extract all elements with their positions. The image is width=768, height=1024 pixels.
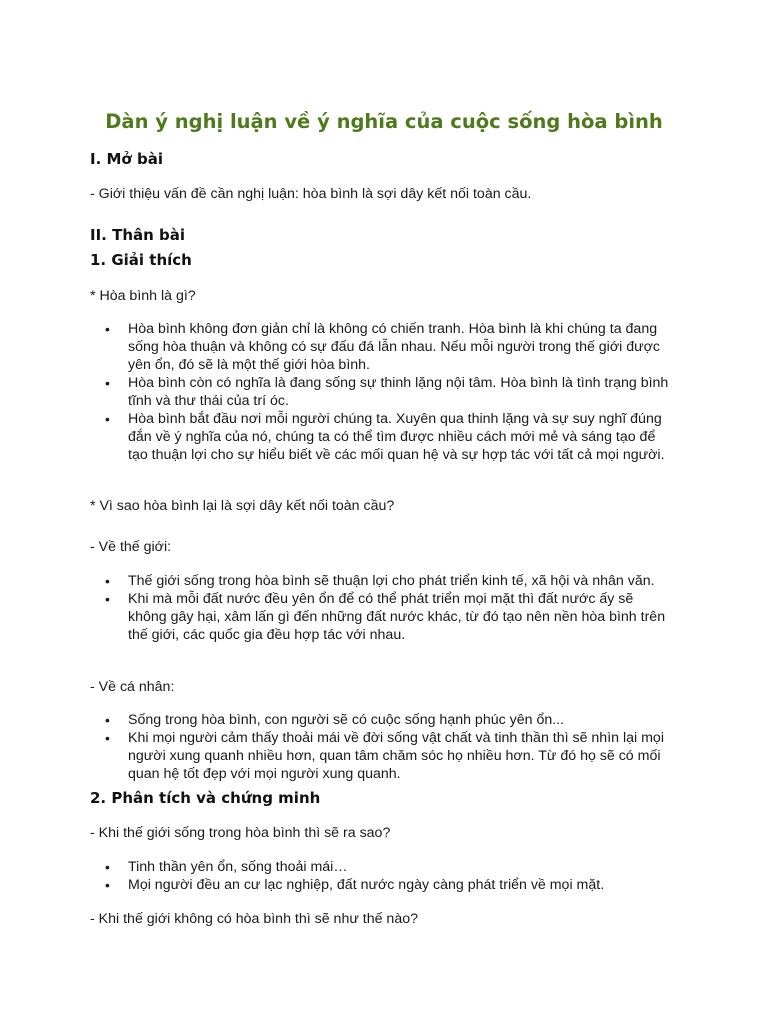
list-ve-ca-nhan <box>90 711 690 783</box>
list-item: • Khi mọi người cảm thấy thoải mái về đời sống vật chất và tinh thần thì sẽ nhìn lại mọi người xung quanh nhiều hơn, quan tâm chăm sóc họ nhiều hơn. Từ đó họ sẽ có mối quan hệ tốt đẹp với mọi người xung quanh. <box>90 729 674 783</box>
question-hoa-binh-la-gi: * Hòa bình là gì? <box>90 288 196 304</box>
list-khi-hoa-binh <box>90 858 690 894</box>
heading-mo-bai: I. Mở bài <box>90 150 163 168</box>
list-item: • Hòa bình còn có nghĩa là đang sống sự thinh lặng nội tâm. Hòa bình là tình trạng bình tĩnh và thư thái của trí óc. <box>90 374 674 410</box>
list-item: • Hòa bình bắt đầu nơi mỗi người chúng ta. Xuyên qua thinh lặng và sự suy nghĩ đúng đắn về ý nghĩa của nó, chúng ta có thể tìm được nhiều cách mới mẻ và sáng tạo để tạo thuận lợi cho sự hiểu biết về các mối quan hệ và sự hợp tác với tất cả mọi người. <box>90 410 674 464</box>
list-ve-the-gioi <box>90 572 690 644</box>
list-hoa-binh-la-gi <box>90 320 690 464</box>
list-item: • Sống trong hòa bình, con người sẽ có cuộc sống hạnh phúc yên ổn... <box>90 711 674 729</box>
question-vi-sao: * Vì sao hòa bình lại là sợi dây kết nối toàn cầu? <box>90 498 395 514</box>
question-khi-hoa-binh: - Khi thế giới sống trong hòa bình thì sẽ ra sao? <box>90 825 391 841</box>
document-title: Dàn ý nghị luận về ý nghĩa của cuộc sống hòa bình <box>105 110 663 133</box>
list-item: • Tinh thần yên ổn, sống thoải mái… <box>90 858 674 876</box>
heading-than-bai: II. Thân bài <box>90 226 186 244</box>
label-ve-ca-nhan: - Về cá nhân: <box>90 679 175 695</box>
list-item: • Khi mà mỗi đất nước đều yên ổn để có thể phát triển mọi mặt thì đất nước ấy sẽ không gây hại, xâm lấn gì đến những đất nước khác, từ đó tạo nên nền hòa bình trên thế giới, các quốc gia đều hợp tác với nhau. <box>90 590 674 644</box>
heading-giai-thich: 1. Giải thích <box>90 251 192 269</box>
list-item: • Hòa bình không đơn giản chỉ là không có chiến tranh. Hòa bình là khi chúng ta đang sống hòa thuận và không có sự đấu đá lẫn nhau. Nếu mỗi người trong thế giới được yên ổn, đó sẽ là một thế giới hòa bình. <box>90 320 674 374</box>
list-item: • Mọi người đều an cư lạc nghiệp, đất nước ngày càng phát triển về mọi mặt. <box>90 876 674 894</box>
label-ve-the-gioi: - Về thế giới: <box>90 539 172 555</box>
mo-bai-text: - Giới thiệu vấn đề cần nghị luận: hòa bình là sợi dây kết nối toàn cầu. <box>90 186 532 202</box>
question-khong-hoa-binh: - Khi thế giới không có hòa bình thì sẽ như thế nào? <box>90 911 418 927</box>
list-item: • Thế giới sống trong hòa bình sẽ thuận lợi cho phát triển kinh tế, xã hội và nhân văn. <box>90 572 674 590</box>
heading-phan-tich: 2. Phân tích và chứng minh <box>90 789 321 807</box>
